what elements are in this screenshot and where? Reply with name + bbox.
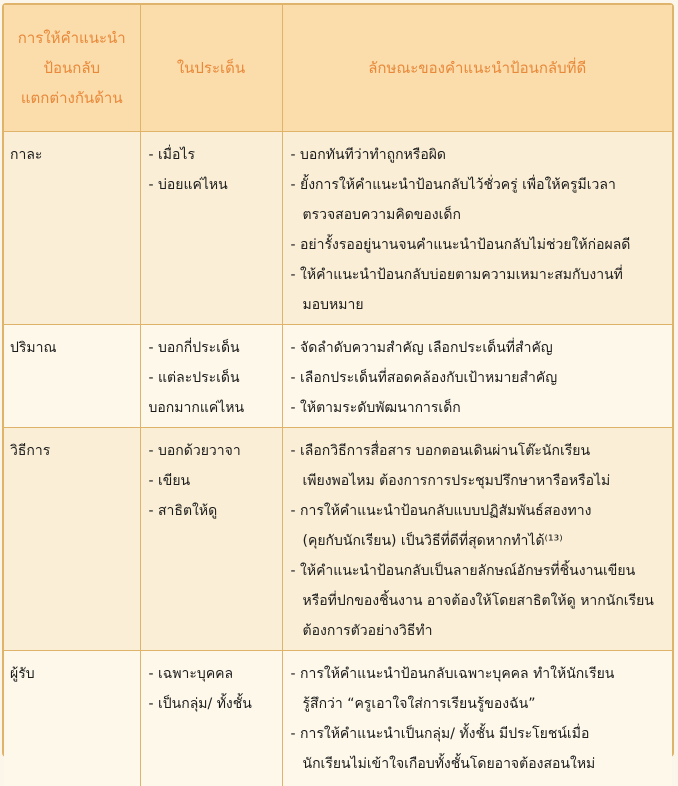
issues-cell [140,131,282,324]
issue-item: - สาธิตให้ดู [148,502,218,519]
header-row [4,5,672,131]
issue-item: - เฉพาะบุคคล [148,665,234,682]
issues-list [149,140,276,200]
characteristic-item: - ให้ตามระดับพัฒนาการเด็ก [290,399,461,416]
header-dimension: การให้คำแนะนำ ป้อนกลับ แตกต่างกันด้าน [4,5,140,131]
characteristic-item: - อย่ารั้งรออยู่นานจนคำแนะนำป้อนกลับไม่ช่วยให้ก่อผลดี [290,236,631,253]
issues-cell [140,650,282,786]
characteristic-item: - เลือกประเด็นที่สอดคล้องกับเป้าหมายสำคัญ [290,369,558,386]
characteristics-cell [282,324,672,427]
characteristic-item: - บอกทันทีว่าทำถูกหรือผิด [290,146,447,163]
header-characteristics: ลักษณะของคำแนะนำป้อนกลับที่ดี [282,5,672,131]
feedback-table-frame [2,3,674,772]
issues-cell [140,324,282,427]
characteristic-item: - ยั้งการให้คำแนะนำป้อนกลับไว้ชั่วครู่ เพื่อให้ครูมีเวลา ตรวจสอบความคิดของเด็ก [290,176,616,223]
characteristic-item: - เลือกวิธีการสื่อสาร บอกตอนเดินผ่านโต๊ะนักเรียน เพียงพอไหม ต้องการการประชุมปรึกษาหารือหรือไม่ [290,442,611,489]
characteristic-item: - ให้คำแนะนำป้อนกลับบ่อยตามความเหมาะสมกับงานที่ มอบหมาย [290,266,623,313]
dimension-cell: ปริมาณ [4,324,140,427]
characteristics-cell [282,427,672,650]
issue-item: - บ่อยแค่ไหน [148,176,228,193]
characteristic-item: - การให้คำแนะนำเป็นกลุ่ม/ ทั้งชั้น มีประโยชน์เมื่อ นักเรียนไม่เข้าใจเกือบทั้งชั้นโดยอาจต้องสอนใหม่ [290,725,596,772]
characteristics-list [291,140,667,320]
issue-item: - บอกกี่ประเด็น [148,339,240,356]
header-issues: ในประเด็น [140,5,282,131]
table-row [4,131,672,324]
characteristic-item: - การให้คำแนะนำป้อนกลับแบบปฏิสัมพันธ์สองทาง (คุยกับนักเรียน) เป็นวิธีที่ดีที่สุดหากทำได้⁽¹³⁾ [290,502,592,549]
dimension-cell: กาละ [4,131,140,324]
issue-item: - บอกด้วยวาจา [148,442,241,459]
table-row [4,427,672,650]
characteristic-item: - การให้คำแนะนำป้อนกลับเฉพาะบุคคล ทำให้นักเรียน รู้สึกว่า “ครูเอาใจใส่การเรียนรู้ของฉัน” [290,665,615,712]
characteristic-item: - จัดลำดับความสำคัญ เลือกประเด็นที่สำคัญ [290,339,553,356]
feedback-table [4,5,672,786]
issue-item: - เป็นกลุ่ม/ ทั้งชั้น [148,695,252,712]
dimension-cell: ผู้รับ [4,650,140,786]
characteristics-cell [282,650,672,786]
table-row [4,650,672,786]
table-row [4,324,672,427]
issues-list [149,436,276,526]
issue-item: - แต่ละประเด็น บอกมากแค่ไหน [148,369,245,416]
issue-item: - เมื่อไร [148,146,195,163]
dimension-cell: วิธีการ [4,427,140,650]
characteristics-list [291,333,667,423]
issues-cell [140,427,282,650]
characteristics-list [291,659,667,779]
issues-list [149,333,276,423]
characteristics-list [291,436,667,646]
characteristics-cell [282,131,672,324]
issues-list [149,659,276,719]
issue-item: - เขียน [148,472,191,489]
characteristic-item: - ให้คำแนะนำป้อนกลับเป็นลายลักษณ์อักษรที่ชิ้นงานเขียน หรือที่ปกของชิ้นงาน อาจต้องให้โดยสาธิตให้ดู หากนักเรียน ต้องการตัวอย่างวิธีทำ [290,562,654,639]
